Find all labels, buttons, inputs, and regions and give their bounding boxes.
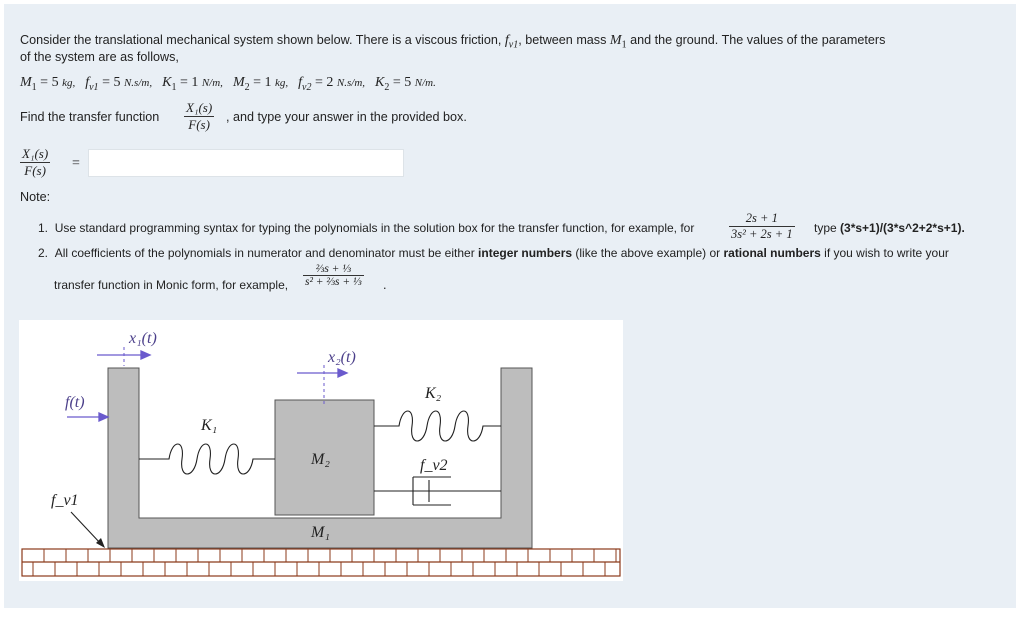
m2-label: M₂ xyxy=(311,451,330,468)
note1-example-fraction: $\frac{2s + 1}{\text{3s² + 2s + 1}}$ xyxy=(731,211,793,241)
monic-end: . xyxy=(383,278,387,292)
note-label: Note: xyxy=(20,190,51,204)
param-1: $f_{v1} = 5$ N.s/m, xyxy=(85,75,153,93)
param-2: $K_1 = 1$ N/m, xyxy=(162,75,223,93)
x1-label: x₁(t) xyxy=(129,330,157,347)
k1-label: K₁ xyxy=(201,417,218,434)
fv1-label: f_v1 xyxy=(51,492,79,509)
note-item-2: 2. All coefficients of the polynomials in numerator and denominator must be either integer numbers (like the above example) or rational numbers if you wish to write your xyxy=(38,246,949,260)
param-4: $f_{v2} = 2$ N.s/m, xyxy=(298,75,366,93)
transfer-function-fraction: $\frac{\text{X₁(s)}}{F(s)}$ xyxy=(186,100,213,132)
note-item-1: 1. Use standard programming syntax for typing the polynomials in the solution box for the transfer function, for example, for xyxy=(38,221,695,235)
mechanical-system-diagram xyxy=(19,320,623,581)
param-3: $M_2 = 1$ kg, xyxy=(232,75,289,93)
find-suffix: , and type your answer in the provided box. xyxy=(226,110,467,124)
k2-label: K₂ xyxy=(425,385,442,402)
param-5: $K_2 = 5$ N/m. xyxy=(375,75,436,93)
intro-line-1: Consider the translational mechanical system shown below. There is a viscous friction, $f_{v1}$, between mass $M_1$ and the ground. The values of the parameters xyxy=(20,33,886,51)
x2-label: x₂(t) xyxy=(328,349,356,366)
note1-type: type (3*s+1)/(3*s^2+2*s+1). xyxy=(814,221,965,235)
fv2-label: f_v2 xyxy=(420,457,448,474)
equals-sign: = xyxy=(72,156,80,171)
force-label: f(t) xyxy=(65,394,85,411)
param-0: $M_1 = 5$ kg, xyxy=(20,75,76,93)
intro-line-2: of the system are as follows, xyxy=(20,50,179,64)
monic-example-fraction: $\frac{\text{⅔s + ⅓}}{\text{s² + ⅔s + ⅓}}$ xyxy=(305,263,362,288)
parameters-line xyxy=(20,75,446,95)
note-item-2-line2: transfer function in Monic form, for example, xyxy=(54,278,289,292)
answer-input[interactable] xyxy=(88,149,404,177)
m1-label: M₁ xyxy=(311,524,330,541)
find-prefix: Find the transfer function xyxy=(20,110,160,124)
answer-fraction: $\frac{\text{X₁(s)}}{F(s)}$ xyxy=(22,146,49,178)
